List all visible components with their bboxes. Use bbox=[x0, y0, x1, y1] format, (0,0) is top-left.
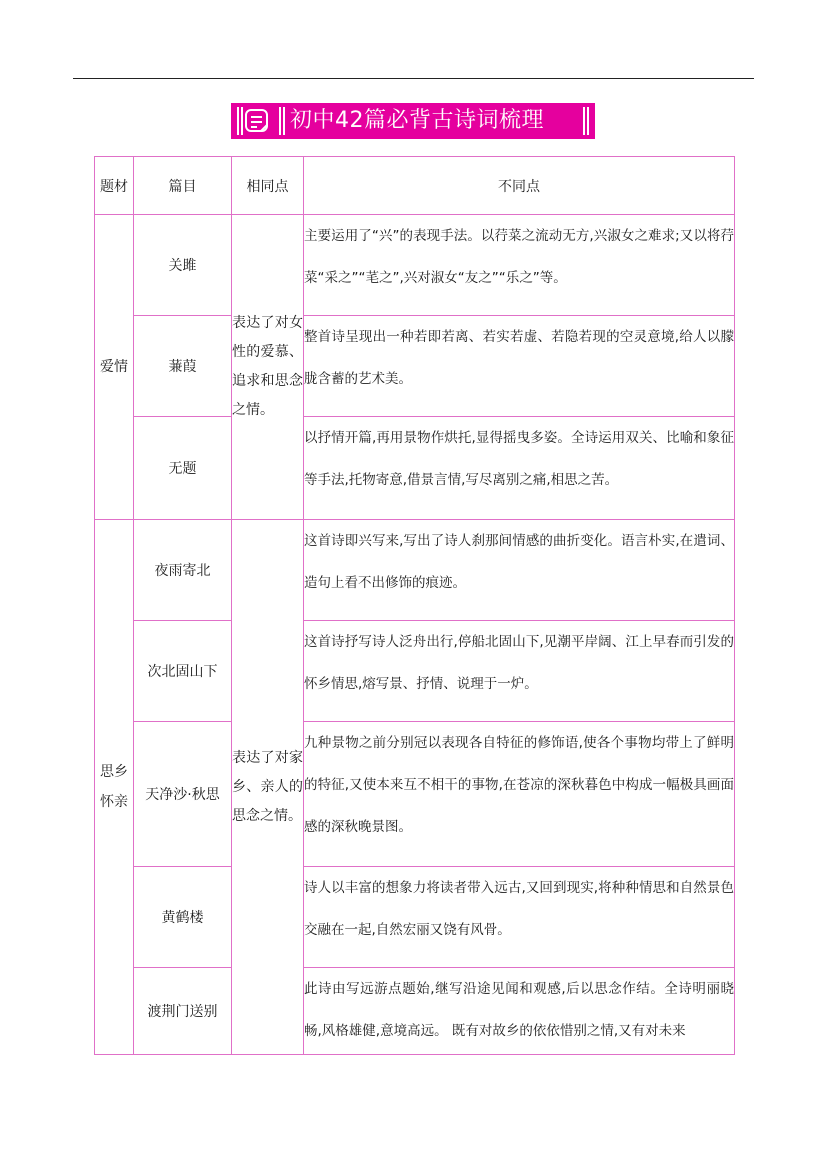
header-same: 相同点 bbox=[232, 157, 304, 215]
top-rule bbox=[73, 78, 754, 79]
diff-point-cell: 整首诗呈现出一种若即若离、若实若虚、若隐若现的空灵意境,给人以朦胧含蓄的艺术美。 bbox=[304, 316, 735, 417]
table-row bbox=[95, 215, 735, 316]
table-row bbox=[95, 417, 735, 520]
diff-point-cell: 九种景物之前分别冠以表现各自特征的修饰语,使各个事物均带上了鲜明的特征,又使本来互不相干的事物,在苍凉的深秋暮色中构成一幅极具画面感的深秋晚景图。 bbox=[304, 722, 735, 867]
notepad-icon bbox=[243, 107, 271, 135]
category-cell: 思乡怀亲 bbox=[95, 520, 134, 1055]
poem-title: 天净沙·秋思 bbox=[134, 722, 232, 867]
diff-point-cell: 主要运用了“兴”的表现手法。以荇菜之流动无方,兴淑女之难求;又以将荇菜“采之”“芼之”,兴对淑女“友之”“乐之”等。 bbox=[304, 215, 735, 316]
banner-stripe-divider-1 bbox=[279, 107, 281, 135]
poems-table bbox=[94, 156, 735, 1055]
poem-title: 蒹葭 bbox=[134, 316, 232, 417]
poem-title: 黄鹤楼 bbox=[134, 867, 232, 968]
diff-point-cell: 以抒情开篇,再用景物作烘托,显得摇曳多姿。全诗运用双关、比喻和象征等手法,托物寄意,借景言情,写尽离别之痛,相思之苦。 bbox=[304, 417, 735, 520]
header-diff: 不同点 bbox=[304, 157, 735, 215]
poem-title: 渡荆门送别 bbox=[134, 968, 232, 1055]
banner-stripe-left-1 bbox=[237, 107, 239, 135]
table-header-row bbox=[95, 157, 735, 215]
table-row bbox=[95, 722, 735, 867]
banner-stripe-right-1 bbox=[583, 107, 585, 135]
diff-point-cell: 这首诗抒写诗人泛舟出行,停船北固山下,见潮平岸阔、江上早春而引发的怀乡情思,熔写景、抒情、说理于一炉。 bbox=[304, 621, 735, 722]
table-row bbox=[95, 621, 735, 722]
poem-title: 夜雨寄北 bbox=[134, 520, 232, 621]
page-title: 初中42篇必背古诗词梳理 bbox=[290, 108, 544, 133]
category-cell: 爱情 bbox=[95, 215, 134, 520]
banner-stripe-divider-2 bbox=[283, 107, 285, 135]
header-category: 题材 bbox=[95, 157, 134, 215]
diff-point-cell: 诗人以丰富的想象力将读者带入远古,又回到现实,将种种情思和自然景色交融在一起,自然宏丽又饶有风骨。 bbox=[304, 867, 735, 968]
poem-title: 无题 bbox=[134, 417, 232, 520]
table-row bbox=[95, 316, 735, 417]
diff-point-cell: 此诗由写远游点题始,继写沿途见闻和观感,后以思念作结。全诗明丽晓畅,风格雄健,意境高远。 既有对故乡的依依惜别之情,又有对未来 bbox=[304, 968, 735, 1055]
same-point-cell: 表达了对家乡、亲人的思念之情。 bbox=[232, 520, 304, 1055]
banner-stripe-right-2 bbox=[587, 107, 589, 135]
table-row bbox=[95, 968, 735, 1055]
poem-title: 关雎 bbox=[134, 215, 232, 316]
poem-title: 次北固山下 bbox=[134, 621, 232, 722]
table-row bbox=[95, 867, 735, 968]
table-row bbox=[95, 520, 735, 621]
header-title: 篇目 bbox=[134, 157, 232, 215]
diff-point-cell: 这首诗即兴写来,写出了诗人刹那间情感的曲折变化。语言朴实,在遣词、造句上看不出修饰的痕迹。 bbox=[304, 520, 735, 621]
same-point-cell: 表达了对女性的爱慕、追求和思念之情。 bbox=[232, 215, 304, 520]
